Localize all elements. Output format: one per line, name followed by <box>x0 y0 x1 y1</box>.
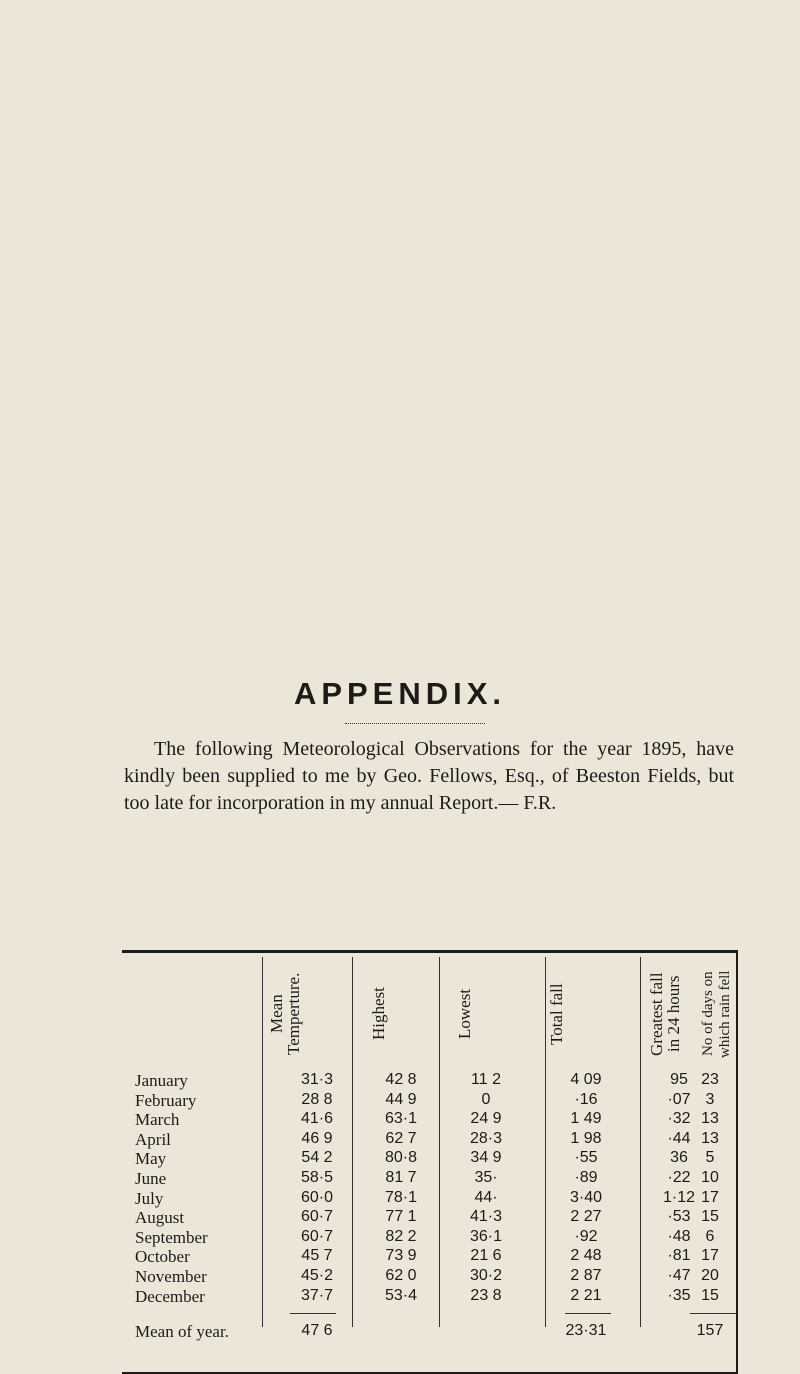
cell-total: ·16 <box>574 1090 598 1108</box>
month-label: July <box>135 1188 164 1208</box>
mean-of-year-total: 23·31 <box>565 1322 607 1339</box>
cell-greatest: ·53 <box>667 1208 691 1226</box>
cell-mean: 31·3 <box>300 1071 334 1088</box>
table-row <box>135 1071 735 1091</box>
cell-greatest: 36 <box>670 1149 688 1167</box>
cell-mean: 28 8 <box>301 1090 333 1108</box>
cell-high: 42 8 <box>385 1071 417 1088</box>
cell-low: 44· <box>474 1188 498 1206</box>
cell-low: 28·3 <box>469 1129 503 1147</box>
cell-total: 2 48 <box>570 1247 602 1265</box>
month-label: November <box>135 1266 207 1286</box>
cell-total: 1 98 <box>570 1129 602 1147</box>
table-row <box>135 1247 735 1267</box>
cell-high: 78·1 <box>384 1188 418 1206</box>
cell-low: 24 9 <box>470 1110 502 1128</box>
table-row <box>135 1091 735 1111</box>
column-header-lowest: Lowest <box>455 988 474 1040</box>
table-row <box>135 1169 735 1189</box>
total-rule <box>690 1313 736 1314</box>
cell-greatest: ·47 <box>667 1266 691 1284</box>
month-label: April <box>135 1129 171 1149</box>
cell-total: 2 27 <box>570 1208 602 1226</box>
intro-paragraph <box>124 736 734 817</box>
mean-of-year-temp: 47 6 <box>301 1322 333 1339</box>
cell-low: 21 6 <box>470 1247 502 1265</box>
month-label: March <box>135 1110 180 1130</box>
cell-mean: 60·0 <box>300 1188 334 1206</box>
month-label: December <box>135 1286 205 1306</box>
cell-high: 80·8 <box>384 1149 418 1167</box>
cell-days: 13 <box>701 1129 719 1147</box>
cell-low: 36·1 <box>469 1227 503 1245</box>
cell-days: 17 <box>701 1188 719 1206</box>
cell-low: 0 <box>481 1090 491 1108</box>
table-row <box>135 1110 735 1130</box>
cell-mean: 58·5 <box>300 1168 334 1186</box>
cell-mean: 60·7 <box>300 1227 334 1245</box>
mean-of-year-label: Mean of year. <box>135 1322 229 1341</box>
cell-greatest: ·44 <box>667 1129 691 1147</box>
cell-high: 81 7 <box>385 1168 417 1186</box>
cell-days: 10 <box>701 1168 719 1186</box>
total-rule <box>565 1313 611 1314</box>
heading-rule <box>345 723 485 724</box>
cell-total: ·89 <box>574 1168 598 1186</box>
table-row <box>135 1267 735 1287</box>
cell-greatest: ·32 <box>667 1110 691 1128</box>
cell-total: ·92 <box>574 1227 598 1245</box>
cell-days: 15 <box>701 1286 719 1304</box>
mean-of-year-row <box>135 1322 735 1344</box>
table-row <box>135 1130 735 1150</box>
intro-text: The following Meteorological Observations for the year 1895, have kindly been supplied to me by Geo. Fellows, Esq., of Beeston Fields, but too late for incorporation in my annual Report.— F.R. <box>124 738 734 814</box>
month-label: January <box>135 1071 188 1090</box>
total-rule <box>290 1313 336 1314</box>
column-header-greatest: Greatest fall in 24 hours <box>647 972 683 1056</box>
cell-high: 53·4 <box>384 1286 418 1304</box>
cell-greatest: ·81 <box>667 1247 691 1265</box>
cell-days: 20 <box>701 1266 719 1284</box>
month-label: June <box>135 1168 167 1188</box>
table-row <box>135 1208 735 1228</box>
cell-low: 35· <box>474 1168 498 1186</box>
cell-total: ·55 <box>574 1149 598 1167</box>
cell-mean: 54 2 <box>301 1149 333 1167</box>
cell-low: 11 2 <box>471 1071 501 1088</box>
cell-mean: 41·6 <box>300 1110 334 1128</box>
month-label: October <box>135 1247 190 1267</box>
cell-greatest: ·22 <box>667 1168 691 1186</box>
column-header-total: Total fall <box>547 983 566 1045</box>
cell-total: 2 21 <box>570 1286 602 1304</box>
cell-high: 73 9 <box>385 1247 417 1265</box>
cell-high: 62 0 <box>385 1266 417 1284</box>
cell-low: 30·2 <box>469 1266 503 1284</box>
cell-high: 62 7 <box>385 1129 417 1147</box>
cell-days: 23 <box>701 1071 719 1088</box>
cell-greatest: ·48 <box>667 1227 691 1245</box>
month-label: September <box>135 1227 208 1247</box>
cell-high: 44 9 <box>385 1090 417 1108</box>
cell-greatest: ·35 <box>667 1286 691 1304</box>
table-row <box>135 1287 735 1307</box>
cell-mean: 60·7 <box>300 1208 334 1226</box>
column-header-mean: Mean Temperture. <box>267 972 303 1056</box>
cell-greatest: 1·12 <box>662 1188 696 1206</box>
cell-days: 15 <box>701 1208 719 1226</box>
cell-greatest: ·07 <box>667 1090 691 1108</box>
cell-low: 34 9 <box>470 1149 502 1167</box>
appendix-heading: APPENDIX. <box>293 676 507 711</box>
cell-mean: 45 7 <box>301 1247 333 1265</box>
column-header-days: No of days on which rain fell <box>700 970 733 1058</box>
cell-days: 5 <box>705 1149 715 1167</box>
mean-of-year-days: 157 <box>696 1322 724 1339</box>
cell-days: 17 <box>701 1247 719 1265</box>
cell-total: 3·40 <box>569 1188 603 1206</box>
cell-high: 63·1 <box>384 1110 418 1128</box>
cell-mean: 37·7 <box>300 1286 334 1304</box>
month-label: August <box>135 1208 185 1228</box>
cell-total: 1 49 <box>570 1110 602 1128</box>
cell-mean: 46 9 <box>301 1129 333 1147</box>
cell-total: 2 87 <box>570 1266 602 1284</box>
cell-high: 77 1 <box>385 1208 417 1226</box>
table-row <box>135 1228 735 1248</box>
cell-days: 6 <box>705 1227 715 1245</box>
cell-days: 13 <box>701 1110 719 1128</box>
cell-days: 3 <box>705 1090 715 1108</box>
table-body <box>135 1071 735 1306</box>
cell-low: 23 8 <box>470 1286 502 1304</box>
table-row <box>135 1149 735 1169</box>
cell-mean: 45·2 <box>300 1266 334 1284</box>
month-label: February <box>135 1090 197 1110</box>
month-label: May <box>135 1149 167 1169</box>
column-header-highest: Highest <box>369 987 388 1041</box>
cell-high: 82 2 <box>385 1227 417 1245</box>
cell-total: 4 09 <box>570 1071 602 1088</box>
table-row <box>135 1189 735 1209</box>
cell-greatest: 95 <box>670 1071 688 1088</box>
cell-low: 41·3 <box>469 1208 503 1226</box>
